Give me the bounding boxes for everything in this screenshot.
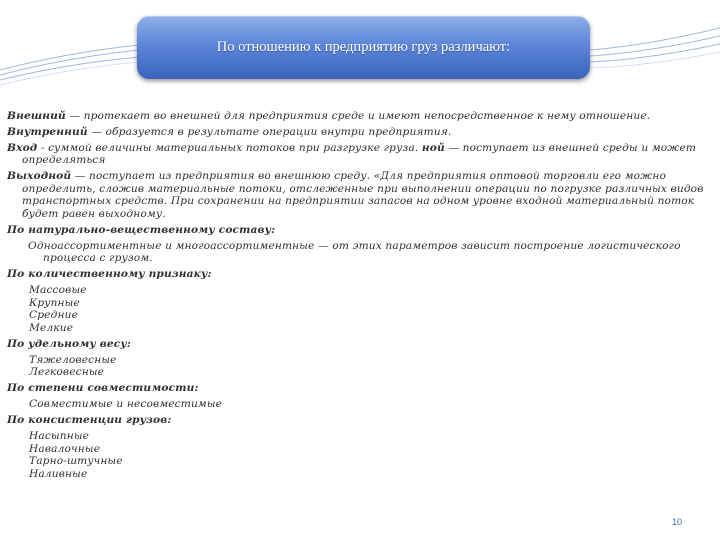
slide-content: [7, 110, 713, 484]
paragraph-text: — поступает из внешней среды и может определяться: [22, 141, 697, 167]
list-item: Легковесные: [29, 366, 105, 379]
paragraph-output: [7, 170, 713, 220]
section-heading: По количественному признаку:: [7, 268, 212, 281]
section-heading: По удельному весу:: [7, 337, 131, 350]
term-output: Выходной: [7, 170, 72, 183]
paragraph-text: — протекает во внешней для предприятия среде и имеют непосредственное к нему отношение.: [65, 110, 651, 122]
list-item: Средние: [29, 309, 78, 322]
paragraph-input: [7, 142, 713, 167]
section-heading: По степени совместимости:: [7, 382, 199, 395]
list-consistency: [7, 430, 713, 480]
section-heading: По консистенции грузов:: [7, 414, 172, 427]
section-text: Одноассортиментные и многоассортиментные — от этих параметров зависит построение логистического процесса с грузом.: [28, 239, 681, 265]
paragraph-text: - суммой величины материальных потоков при разгрузке груза.: [37, 141, 419, 154]
term-input-suffix: ной: [421, 141, 445, 154]
list-item: Массовые: [29, 284, 87, 297]
list-item: Насыпные: [29, 429, 90, 442]
list-item: Навалочные: [29, 442, 101, 455]
section-heading: По натурально-вещественному составу:: [7, 223, 276, 236]
list-quantity: [7, 284, 713, 334]
list-item: Мелкие: [29, 321, 74, 334]
list-item: Тарно-штучные: [29, 455, 123, 468]
title-banner: [137, 16, 590, 79]
slide-title: По отношению к предприятию груз различают:: [216, 39, 511, 55]
list-item: Совместимые и несовместимые: [29, 398, 223, 411]
paragraph-internal: [7, 126, 713, 139]
list-item: Наливные: [29, 467, 88, 480]
list-weight: [7, 354, 713, 379]
paragraph-text: — образуется в результате операции внутри предприятия.: [87, 125, 452, 138]
term-external: Внешний: [7, 110, 66, 122]
term-input: Вход: [7, 141, 38, 154]
paragraph-external: [7, 110, 713, 123]
paragraph-text: — поступает из предприятия во внешнюю среду. «Для предприятия оптовой торговли его можно определить, сложив материальные потоки, отслеженные при выполнении операции по погрузке различных видов транспортных средств. При сохранении на предприятии запасов на одном уровне входной материальный поток будет равен выходному.: [22, 170, 704, 221]
list-item: Крупные: [29, 296, 80, 309]
term-internal: Внутренний: [7, 125, 88, 138]
list-item: Тяжеловесные: [29, 353, 117, 366]
page-number: 10: [672, 517, 683, 527]
list-compatibility: [7, 398, 713, 411]
